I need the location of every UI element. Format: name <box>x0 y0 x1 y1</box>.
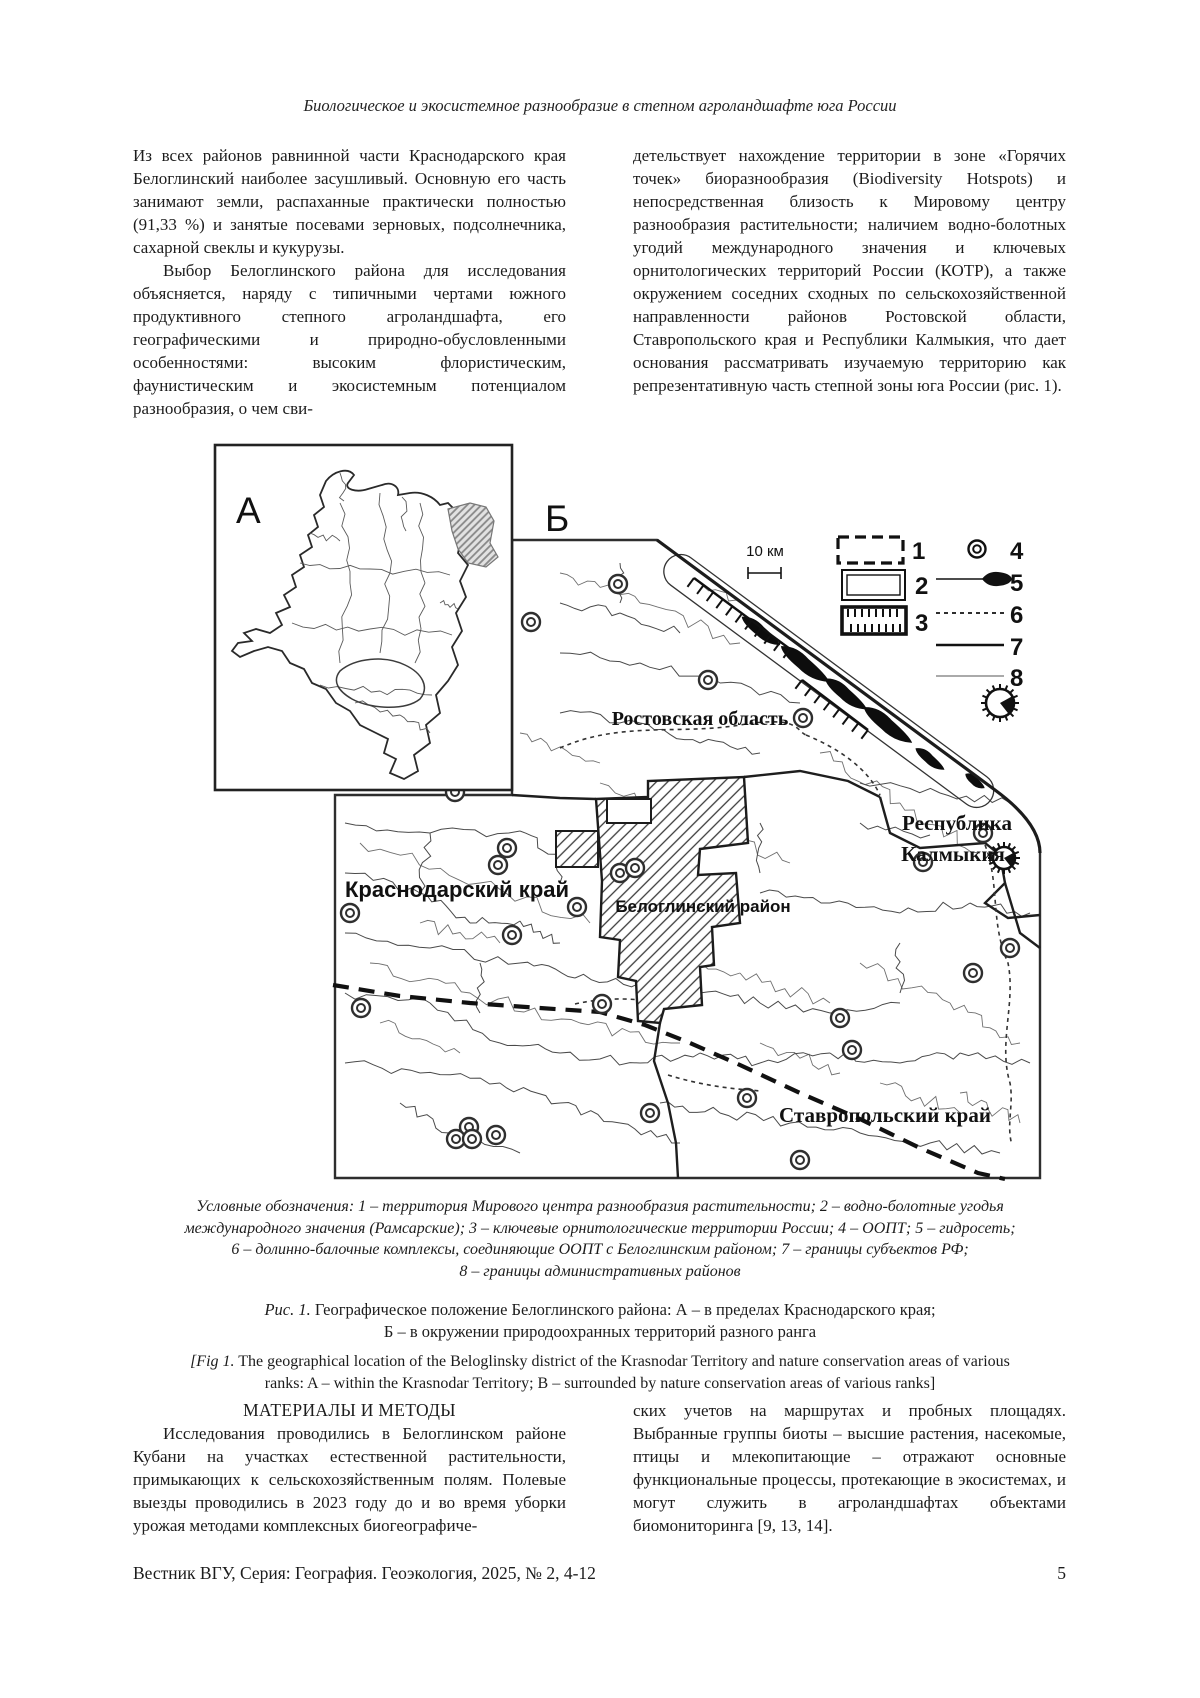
legend-num-2: 2 <box>915 573 929 600</box>
caption-en-line2: ranks: A – within the Krasnodar Territory; B – surrounded by nature conservation areas of various ranks] <box>264 1375 936 1392</box>
label-rostov-oblast: Ростовская область <box>611 708 789 730</box>
body-column-left <box>133 144 566 418</box>
legend-num-6: 6 <box>1010 602 1024 629</box>
fig-number-ru: Рис. 1. <box>264 1300 311 1319</box>
methods-column-left <box>133 1399 566 1549</box>
legend-caption-line: Условные обозначения: 1 – территория Мирового центра разнообразия растительности; 2 – водно-болотные угодья <box>196 1198 1004 1215</box>
legend-num-1: 1 <box>912 538 926 565</box>
methods-column-right <box>633 1399 1066 1549</box>
paragraph: детельствует нахождение территории в зоне «Горячих точек» биоразнообразия (Biodiversity Hotspots) и непосредственная близость к Мировому центру разнообразия растительности; наличием водно-болотных угодий международного значения и ключевых орнитологических территорий России (КОТР), а также окружением соседних сходных по сельскохозяйственной направленности районов Ростовской области, Ставропольского края и Республики Калмыкия, что дает основания рассматривать изучаемую территорию как репрезентативную часть степной зоны юга России (рис. 1). <box>633 146 1066 395</box>
legend-caption-line: 6 – долинно-балочные комплексы, соединяющие ООПТ с Белоглинским районом; 7 – границы субъектов РФ; <box>231 1241 969 1258</box>
map-b-label: Б <box>545 498 570 539</box>
caption-ru-line1 <box>120 1299 1080 1321</box>
scale-text: 10 км <box>746 543 784 560</box>
legend-num-8: 8 <box>1010 665 1024 692</box>
caption-en-text: The geographical location of the Beloglinsky district of the Krasnodar Territory and nature conservation areas of various <box>234 1353 1010 1370</box>
figure-1-map <box>0 403 1200 1193</box>
journal-line: Вестник ВГУ, Серия: География. Геоэкология, 2025, № 2, 4-12 <box>133 1563 596 1583</box>
legend-swatch-double-rect-inner <box>847 575 900 595</box>
legend-swatch-oopt-circle-inner <box>973 545 981 553</box>
paragraph: ских учетов на маршрутах и пробных площадях. Выбранные группы биоты – высшие растения, насекомые, птицы и млекопитающие – отражают основные функциональные процессы, протекающие в экосистемах, и могут служить в агроландшафтах объектами биомониторинга [9, 13, 14]. <box>633 1401 1066 1535</box>
map-a-label: А <box>236 490 261 531</box>
legend-swatch-hydro-blob <box>982 572 1012 586</box>
paragraph: Исследования проводились в Белоглинском районе Кубани на участках естественной растительности, примыкающих к сельскохозяйственным полям. Полевые выезды проводились в 2023 году до и во время уборки урожая методами комплексных биогеографиче- <box>133 1424 566 1535</box>
label-stavropol-krai: Ставропольский край <box>779 1103 991 1127</box>
paragraph: Из всех районов равнинной части Краснодарского края Белоглинский наиболее засушливый. Основную его часть занимают земли, распаханные практически полностью (91,33 %) и занятые посевами зерновых, подсолнечника, сахарной свеклы и кукурузы. <box>133 146 566 257</box>
section-heading: МАТЕРИАЛЫ И МЕТОДЫ <box>243 1400 456 1420</box>
caption-en-line1 <box>110 1351 1090 1373</box>
caption-ru-text: Географическое положение Белоглинского района: А – в пределах Краснодарского края; <box>310 1300 936 1319</box>
label-krasnodar-krai: Краснодарский край <box>344 877 570 902</box>
district-notch <box>607 799 651 823</box>
map-figure-svg <box>0 403 1200 1193</box>
running-head: Биологическое и экосистемное разнообразие в степном агроландшафте юга России <box>303 96 897 115</box>
legend-swatch-dashed-area <box>838 537 903 563</box>
legend-num-7: 7 <box>1010 634 1024 661</box>
fig-number-en: [Fig 1. <box>190 1353 235 1370</box>
figure-legend-caption <box>120 1196 1080 1282</box>
legend-caption-line: 8 – границы административных районов <box>459 1262 741 1280</box>
legend-num-3: 3 <box>915 610 929 637</box>
inset-map-a <box>215 445 512 790</box>
figure-caption-en <box>110 1351 1090 1395</box>
legend-num-4: 4 <box>1010 538 1024 565</box>
body-column-right <box>633 144 1066 400</box>
page-number: 5 <box>1057 1563 1066 1583</box>
label-beloglinsky-district: Белоглинский район <box>615 897 791 916</box>
scale-bar <box>746 543 784 579</box>
legend-num-5: 5 <box>1010 570 1024 597</box>
label-kalmykia-1: Республика <box>902 811 1012 835</box>
legend-caption-line: международного значения (Рамсарские); 3 – ключевые орнитологические территории России; 4 – ООПТ; 5 – гидросеть; <box>184 1219 1016 1237</box>
page-footer <box>133 1563 1066 1584</box>
figure-caption-ru <box>120 1299 1080 1343</box>
map-legend <box>838 537 1024 692</box>
beloglinsky-west-block-hatched <box>556 831 598 867</box>
label-kalmykia-2: Калмыкия <box>901 842 1005 866</box>
paragraph: Выбор Белоглинского района для исследования объясняется, наряду с типичными чертами южного продуктивного степного агроландшафта, его географическими и природно-обусловленными особенностями: высоким флористическим, фаунистическим и экосистемным потенциалом разнообразия, о чем сви- <box>133 261 566 418</box>
caption-ru-line2: Б – в окружении природоохранных территорий разного ранга <box>383 1322 817 1341</box>
